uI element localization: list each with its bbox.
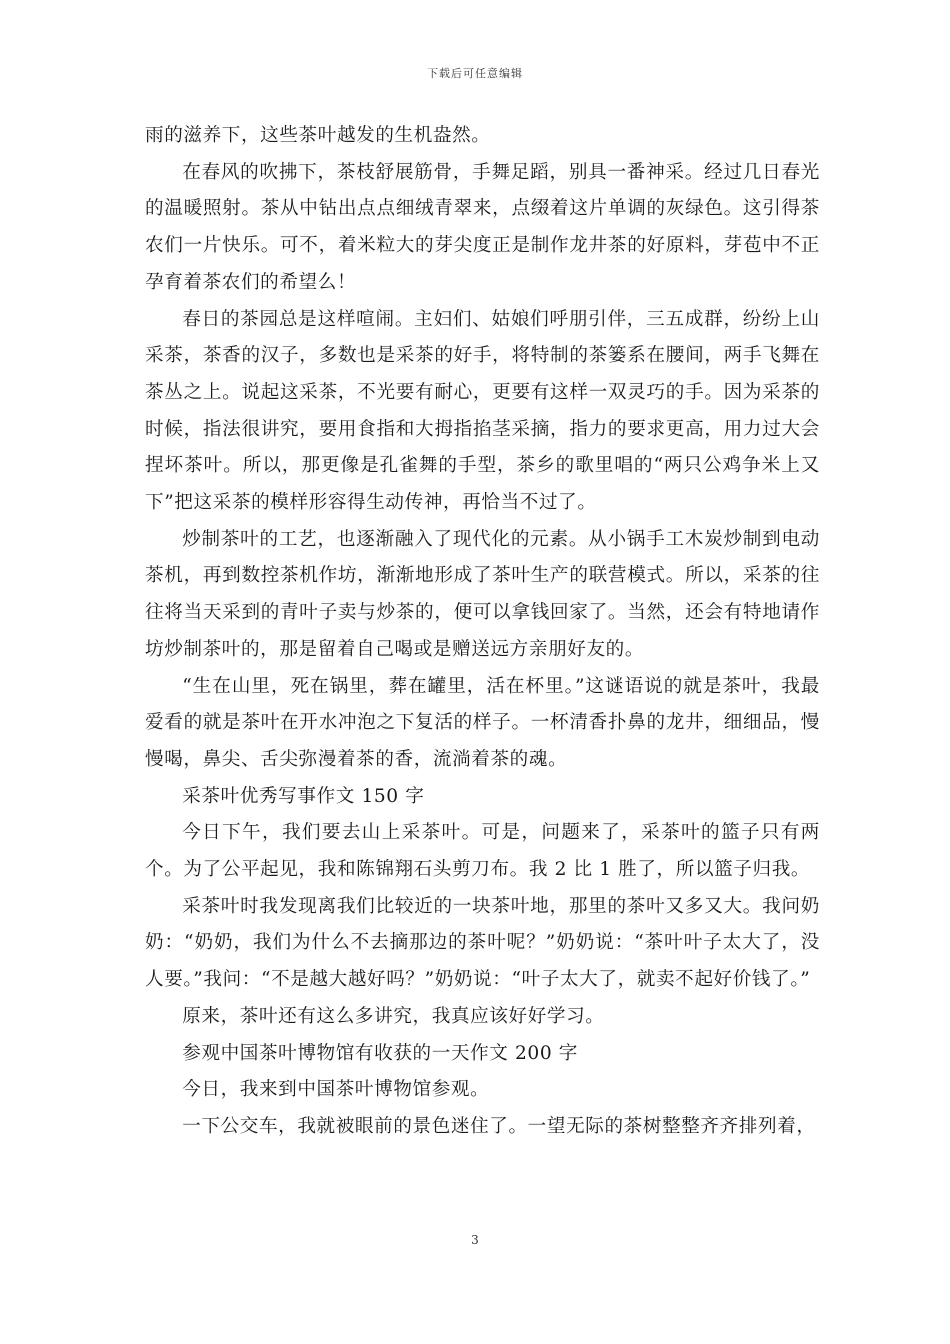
paragraph: 一下公交车，我就被眼前的景色迷住了。一望无际的茶树整整齐齐排列着， [182, 1115, 816, 1137]
page-number: 3 [471, 1233, 479, 1247]
section-title: 采茶叶优秀写事作文 150 字 [182, 785, 425, 807]
section-title: 参观中国茶叶博物馆有收获的一天作文 200 字 [182, 1042, 578, 1064]
paragraph: 今日，我来到中国茶叶博物馆参观。 [182, 1079, 490, 1101]
paragraph: 今日下午，我们要去山上采茶叶。可是，问题来了，采茶叶的篮子只有两个。为了公平起见，我和陈锦翔石头剪刀布。我 2 比 1 胜了，所以篮子归我。 [145, 822, 820, 881]
paragraph: 采茶叶时我发现离我们比较近的一块茶叶地，那里的茶叶又多又大。我问奶奶：“奶奶，我们为什么不去摘那边的茶叶呢？”奶奶说：“茶叶叶子太大了，没人要。”我问：“不是越大越好吗？”奶奶说：“叶子太大了，就卖不起好价钱了。” [145, 895, 820, 991]
document-body [145, 118, 820, 1146]
paragraph: 原来，茶叶还有这么多讲究，我真应该好好学习。 [182, 1005, 605, 1027]
paragraph: 炒制茶叶的工艺，也逐渐融入了现代化的元素。从小锅手工木炭炒制到电动茶机，再到数控茶机作坊，渐渐地形成了茶叶生产的联营模式。所以，采茶的往往将当天采到的青叶子卖与炒茶的，便可以拿钱回家了。当然，还会有特地请作坊炒制茶叶的，那是留着自己喝或是赠送远方亲朋好友的。 [145, 528, 820, 660]
paragraph: 雨的滋养下，这些茶叶越发的生机盎然。 [145, 125, 491, 146]
paragraph: “生在山里，死在锅里，葬在罐里，活在杯里。”这谜语说的就是茶叶，我最爱看的就是茶叶在开水冲泡之下复活的样子。一杯清香扑鼻的龙井，细细品，慢慢喝，鼻尖、舌尖弥漫着茶的香，流淌着茶的魂。 [145, 675, 820, 770]
paragraph: 在春风的吹拂下，茶枝舒展筋骨，手舞足蹈，别具一番神采。经过几日春光的温暖照射。茶从中钻出点点细绒青翠来，点缀着这片单调的灰绿色。这引得茶农们一片快乐。可不，着米粒大的芽尖度正是制作龙井茶的好原料，芽苞中不正孕育着茶农们的希望么！ [145, 161, 820, 293]
page-header: 下载后可任意编辑 [427, 67, 523, 80]
paragraph: 春日的茶园总是这样喧闹。主妇们、姑娘们呼朋引伴，三五成群，纷纷上山采茶，茶香的汉子，多数也是采茶的好手，将特制的茶篓系在腰间，两手飞舞在茶丛之上。说起这采茶，不光要有耐心，更要有这样一双灵巧的手。因为采茶的时候，指法很讲究，要用食指和大拇指掐茎采摘，指力的要求更高，用力过大会捏坏茶叶。所以，那更像是孔雀舞的手型，茶乡的歌里唱的“两只公鸡争米上又下”把这采茶的模样形容得生动传神，再恰当不过了。 [145, 308, 820, 514]
